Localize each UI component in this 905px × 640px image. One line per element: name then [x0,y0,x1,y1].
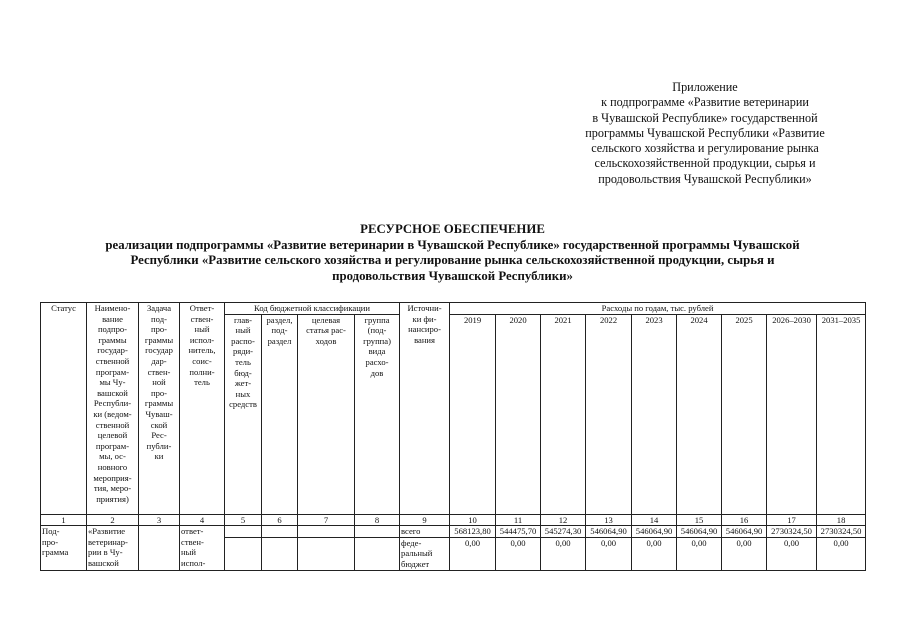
row-target-article [298,537,355,570]
header-name: Наимено- вание подпро- граммы государ- ственной програм- мы Чу- вашской Республи- ки (ведом- ственной целевой програм- мы, ос- новного мероприя- тия, меро- приятия) [87,303,139,515]
header-responsible: Ответ- ствен- ный испол- нитель, соис- полни- тель [180,303,225,515]
row-main-manager [225,537,262,570]
source-label: всего [400,526,450,538]
appendix-note [555,80,855,187]
header-year: 2020 [496,314,541,514]
row-section [262,526,298,538]
title-line: продовольствия Чувашской Республики» [332,268,573,283]
title-line: Республики «Развитие сельского хозяйства и регулирование рынка сельскохозяйственной продукции, сырья и [130,253,775,267]
value-cell: 0,00 [632,537,677,570]
title-line: РЕСУРСНОЕ ОБЕСПЕЧЕНИЕ [360,222,545,236]
column-number: 18 [817,514,866,526]
column-number: 1 [41,514,87,526]
row-responsible: ответ- ствен- ный испол- [180,526,225,570]
header-year: 2023 [632,314,677,514]
header-year: 2021 [541,314,586,514]
column-number: 12 [541,514,586,526]
column-number: 8 [355,514,400,526]
value-cell: 568123,80 [450,526,496,538]
header-year: 2019 [450,314,496,514]
header-year: 2026–2030 [767,314,817,514]
header-expense-group: группа (под- группа) вида расхо- дов [355,314,400,514]
column-number: 6 [262,514,298,526]
row-main-manager [225,526,262,538]
header-budget-code: Код бюджетной классификации [225,303,400,315]
column-number: 11 [496,514,541,526]
column-number: 9 [400,514,450,526]
row-expense-group [355,526,400,538]
appendix-line: программы Чувашской Республики «Развитие [585,125,825,140]
value-cell: 546064,90 [632,526,677,538]
header-year: 2022 [586,314,632,514]
appendix-line: к подпрограмме «Развитие ветеринарии [601,95,809,110]
row-name: «Развитие ветеринар- рии в Чу- вашской [87,526,139,570]
header-section: раздел, под- раздел [262,314,298,514]
row-expense-group [355,537,400,570]
column-number: 16 [722,514,767,526]
value-cell: 0,00 [450,537,496,570]
header-status: Статус [41,303,87,515]
appendix-line: Приложение [672,80,738,94]
value-cell: 0,00 [677,537,722,570]
header-expenses-by-year: Расходы по годам, тыс. рублей [450,303,866,315]
value-cell: 0,00 [541,537,586,570]
value-cell: 0,00 [496,537,541,570]
row-target-article [298,526,355,538]
column-number: 10 [450,514,496,526]
header-funding-sources: Источни- ки фи- нансиро- вания [400,303,450,515]
header-year: 2031–2035 [817,314,866,514]
title-line: реализации подпрограммы «Развитие ветеринарии в Чувашской Республике» государственной программы Чувашской [105,237,800,252]
value-cell: 546064,90 [722,526,767,538]
column-number: 7 [298,514,355,526]
column-number: 3 [139,514,180,526]
column-number-row [41,514,866,526]
value-cell: 544475,70 [496,526,541,538]
column-number: 15 [677,514,722,526]
document-title [40,222,865,284]
table-row [41,526,866,538]
value-cell: 2730324,50 [767,526,817,538]
value-cell: 546064,90 [586,526,632,538]
row-section [262,537,298,570]
value-cell: 545274,30 [541,526,586,538]
column-number: 4 [180,514,225,526]
row-task [139,526,180,570]
value-cell: 2730324,50 [817,526,866,538]
header-year: 2024 [677,314,722,514]
header-task: Задача под- про- граммы государ дар- ствен- ной про- граммы Чуваш- ской Рес- публи- ки [139,303,180,515]
value-cell: 0,00 [586,537,632,570]
value-cell: 0,00 [817,537,866,570]
header-year: 2025 [722,314,767,514]
appendix-line: сельскохозяйственной продукции, сырья и [594,156,816,171]
appendix-line: сельского хозяйства и регулирование рынка [591,141,819,156]
row-status: Под- про- грамма [41,526,87,570]
appendix-line: продовольствия Чувашской Республики» [598,171,812,186]
resource-table [40,302,866,571]
value-cell: 546064,90 [677,526,722,538]
column-number: 2 [87,514,139,526]
value-cell: 0,00 [767,537,817,570]
column-number: 17 [767,514,817,526]
header-target-article: целевая статья рас- ходов [298,314,355,514]
header-main-manager: глав- ный распо- ряди- тель бюд- жет- ных средств [225,314,262,514]
appendix-line: в Чувашской Республике» государственной [592,110,818,125]
value-cell: 0,00 [722,537,767,570]
column-number: 14 [632,514,677,526]
column-number: 13 [586,514,632,526]
source-label: феде- ральный бюджет [400,537,450,570]
column-number: 5 [225,514,262,526]
